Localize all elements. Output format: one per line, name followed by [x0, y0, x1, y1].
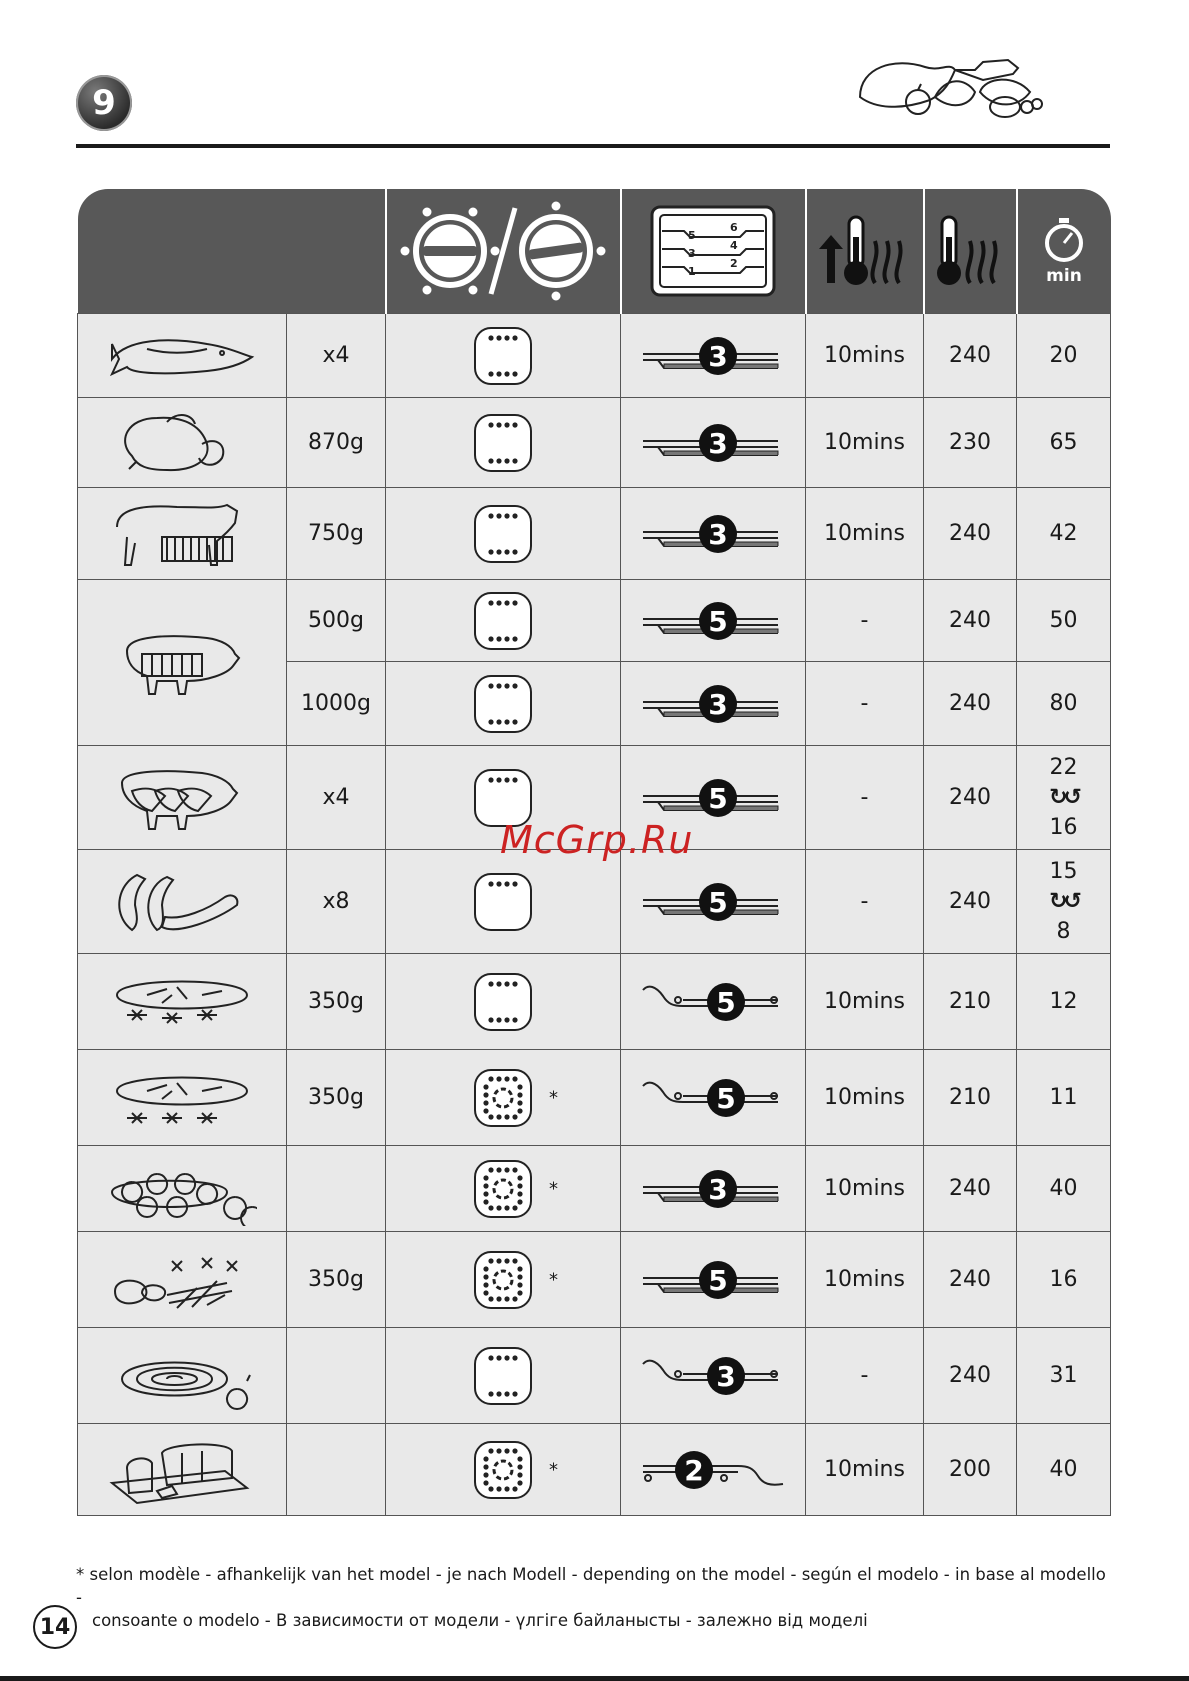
svg-text:3: 3	[688, 247, 696, 260]
preheat-cell	[806, 1328, 924, 1424]
mode-cell	[386, 488, 621, 580]
temperature-cell	[924, 1424, 1017, 1516]
elements-top-bottom-icon	[473, 504, 533, 564]
preheat-value: -	[860, 785, 869, 810]
quantity-value: 870g	[308, 430, 364, 455]
svg-text:3: 3	[708, 517, 728, 551]
quantity-cell	[287, 580, 386, 662]
quantity-value: 350g	[308, 989, 364, 1014]
time-second-value: 8	[1056, 918, 1071, 944]
rack-level-5-icon	[638, 591, 788, 651]
preheat-value: 10mins	[824, 1457, 905, 1482]
model-dependent-asterisk: *	[549, 1178, 558, 1199]
apple-tart-icon	[107, 1339, 257, 1413]
food-column-header	[78, 189, 386, 314]
mode-cell	[386, 398, 621, 488]
elements-top-bottom-icon	[473, 1346, 533, 1406]
mode-cell	[386, 662, 621, 746]
level-cell	[621, 1232, 806, 1328]
time-first-value: 15	[1049, 858, 1078, 884]
svg-text:3: 3	[708, 687, 728, 721]
turn-over-icon: ↻↺	[1049, 784, 1078, 810]
level-column-header	[621, 189, 806, 314]
temperature-cell	[924, 1050, 1017, 1146]
quantity-cell	[287, 662, 386, 746]
preheat-column-header	[806, 189, 924, 314]
fan-assisted-icon	[473, 1250, 533, 1310]
elements-top-bottom-icon	[473, 674, 533, 734]
svg-text:1: 1	[688, 265, 696, 278]
model-dependent-asterisk: *	[549, 1087, 558, 1108]
quantity-cell	[287, 398, 386, 488]
preheat-value: 10mins	[824, 521, 905, 546]
time-cell	[1017, 1146, 1111, 1232]
level-cell	[621, 1424, 806, 1516]
preheat-cell	[806, 398, 924, 488]
header-rule	[76, 144, 1110, 148]
mode-cell	[386, 850, 621, 954]
table-row	[78, 1232, 1111, 1328]
table-row	[78, 1146, 1111, 1232]
food-illustration-icon	[855, 52, 1045, 132]
level-cell	[621, 1328, 806, 1424]
model-dependent-asterisk: *	[549, 1269, 558, 1290]
preheat-cell	[806, 314, 924, 398]
temperature-value: 240	[949, 521, 991, 546]
preheat-value: -	[860, 889, 869, 914]
quantity-cell	[287, 1232, 386, 1328]
mode-cell	[386, 1424, 621, 1516]
time-cell	[1017, 1232, 1111, 1328]
quantity-cell	[287, 746, 386, 850]
time-value: 50	[1049, 608, 1078, 633]
svg-text:3: 3	[708, 339, 728, 373]
preheat-cell	[806, 662, 924, 746]
svg-text:3: 3	[716, 1359, 736, 1393]
table-row	[78, 1050, 1111, 1146]
time-cell	[1017, 1328, 1111, 1424]
rack-level-5-icon	[638, 972, 788, 1032]
fan-assisted-icon	[473, 1068, 533, 1128]
temperature-value: 240	[949, 343, 991, 368]
mode-cell	[386, 314, 621, 398]
mode-cell	[386, 1146, 621, 1232]
quantity-cell	[287, 1424, 386, 1516]
food-cell	[78, 488, 287, 580]
level-cell	[621, 398, 806, 488]
food-cell	[78, 1232, 287, 1328]
level-cell	[621, 954, 806, 1050]
time-value: 80	[1049, 691, 1078, 716]
quantity-cell	[287, 850, 386, 954]
preheat-thermometer-icon	[815, 211, 915, 291]
svg-text:3: 3	[708, 1172, 728, 1206]
rack-level-3-icon	[638, 413, 788, 473]
footer-rule	[0, 1676, 1189, 1681]
chapter-number: 9	[92, 83, 116, 123]
food-cell	[78, 1050, 287, 1146]
pizza-fan-icon	[107, 1061, 257, 1135]
quantity-value: 350g	[308, 1267, 364, 1292]
pork-chops-icon	[107, 761, 257, 835]
table-row	[78, 580, 1111, 662]
stuffed-tomatoes-icon	[107, 1152, 257, 1226]
time-value: 31	[1049, 1363, 1078, 1388]
preheat-value: 10mins	[824, 343, 905, 368]
mode-cell	[386, 1050, 621, 1146]
temperature-cell	[924, 1232, 1017, 1328]
time-value: 20	[1049, 343, 1078, 368]
preheat-cell	[806, 746, 924, 850]
food-cell	[78, 1424, 287, 1516]
time-cell	[1017, 954, 1111, 1050]
model-dependent-asterisk: *	[549, 1459, 558, 1480]
oven-knobs-icon	[393, 196, 613, 306]
quantity-value: x8	[322, 889, 350, 914]
temperature-thermometer-icon	[930, 211, 1010, 291]
svg-text:3: 3	[708, 426, 728, 460]
preheat-value: 10mins	[824, 430, 905, 455]
quantity-cell	[287, 954, 386, 1050]
food-cell	[78, 314, 287, 398]
pork-roast-icon	[107, 626, 257, 700]
time-value: 12	[1049, 989, 1078, 1014]
time-cell	[1017, 746, 1111, 850]
watermark: McGrp.Ru	[500, 818, 694, 862]
time-value: 40	[1049, 1457, 1078, 1482]
food-cell	[78, 1146, 287, 1232]
svg-text:2: 2	[730, 257, 738, 270]
temperature-cell	[924, 580, 1017, 662]
quantity-cell	[287, 1050, 386, 1146]
level-cell	[621, 314, 806, 398]
quantity-value: 750g	[308, 521, 364, 546]
quantity-cell	[287, 1146, 386, 1232]
quantity-value: 500g	[308, 608, 364, 633]
rack-level-3-icon	[638, 326, 788, 386]
stopwatch-icon	[1042, 216, 1086, 264]
svg-text:5: 5	[708, 604, 728, 638]
svg-text:5: 5	[708, 885, 728, 919]
fan-assisted-icon	[473, 1159, 533, 1219]
svg-text:5: 5	[708, 1263, 728, 1297]
temperature-value: 240	[949, 1267, 991, 1292]
temperature-cell	[924, 1146, 1017, 1232]
min-label: min	[1046, 266, 1082, 286]
svg-text:4: 4	[730, 239, 738, 252]
rack-level-5-icon	[638, 1250, 788, 1310]
table-row	[78, 954, 1111, 1050]
temperature-value: 240	[949, 608, 991, 633]
quantity-cell	[287, 1328, 386, 1424]
fish-icon	[107, 319, 257, 393]
elements-top-bottom-icon	[473, 413, 533, 473]
preheat-cell	[806, 1050, 924, 1146]
table-row	[78, 1328, 1111, 1424]
footnote-line-1: * selon modèle - afhankelijk van het model - je nach Modell - depending on the model - según el modelo - in base al modello -	[76, 1565, 1106, 1607]
temperature-value: 210	[949, 1085, 991, 1110]
fan-assisted-icon	[473, 1440, 533, 1500]
preheat-cell	[806, 1424, 924, 1516]
elements-top-bottom-icon	[473, 972, 533, 1032]
footnote	[76, 1563, 1116, 1632]
mode-cell	[386, 1328, 621, 1424]
svg-text:6: 6	[730, 221, 738, 234]
time-cell	[1017, 580, 1111, 662]
temperature-value: 210	[949, 989, 991, 1014]
temperature-cell	[924, 398, 1017, 488]
temperature-value: 240	[949, 785, 991, 810]
level-cell	[621, 1146, 806, 1232]
food-cell	[78, 746, 287, 850]
preheat-value: 10mins	[824, 989, 905, 1014]
page-number-text: 14	[39, 1614, 71, 1640]
temperature-value: 240	[949, 889, 991, 914]
temperature-cell	[924, 746, 1017, 850]
temperature-cell	[924, 1328, 1017, 1424]
svg-text:5: 5	[716, 985, 736, 1019]
preheat-value: 10mins	[824, 1267, 905, 1292]
food-cell	[78, 954, 287, 1050]
oven-levels-icon	[648, 203, 778, 299]
beef-roast-icon	[107, 497, 257, 571]
preheat-cell	[806, 1146, 924, 1232]
preheat-value: -	[860, 1363, 869, 1388]
element-top-icon	[473, 872, 533, 932]
table-row	[78, 1424, 1111, 1516]
fries-icon	[107, 1243, 257, 1317]
level-cell	[621, 1050, 806, 1146]
preheat-value: -	[860, 608, 869, 633]
time-cell	[1017, 488, 1111, 580]
time-cell	[1017, 398, 1111, 488]
chicken-icon	[107, 406, 257, 480]
time-cell	[1017, 1424, 1111, 1516]
footnote-line-2: consoante o modelo - В зависимости от модели - үлгіге байланысты - залежно від моделі	[92, 1611, 868, 1630]
elements-top-bottom-icon	[473, 326, 533, 386]
temperature-value: 230	[949, 430, 991, 455]
mode-cell	[386, 1232, 621, 1328]
preheat-cell	[806, 1232, 924, 1328]
svg-text:5: 5	[688, 229, 696, 242]
preheat-cell	[806, 580, 924, 662]
time-first-value: 22	[1049, 754, 1078, 780]
quantity-value: x4	[322, 343, 350, 368]
temperature-column-header	[924, 189, 1017, 314]
rack-level-3-icon	[638, 674, 788, 734]
rack-level-3-icon	[638, 1159, 788, 1219]
temperature-cell	[924, 662, 1017, 746]
temperature-value: 200	[949, 1457, 991, 1482]
chapter-badge	[76, 75, 132, 131]
rack-level-5-icon	[638, 1068, 788, 1128]
temperature-value: 240	[949, 1176, 991, 1201]
level-cell	[621, 488, 806, 580]
preheat-value: 10mins	[824, 1176, 905, 1201]
temperature-value: 240	[949, 691, 991, 716]
food-cell	[78, 850, 287, 954]
quantity-value: x4	[322, 785, 350, 810]
rack-level-3-icon	[638, 504, 788, 564]
temperature-cell	[924, 850, 1017, 954]
quantity-value: 350g	[308, 1085, 364, 1110]
level-cell	[621, 662, 806, 746]
time-cell	[1017, 662, 1111, 746]
sausages-icon	[107, 865, 257, 939]
preheat-cell	[806, 850, 924, 954]
svg-text:2: 2	[684, 1453, 704, 1487]
time-cell	[1017, 1050, 1111, 1146]
temperature-value: 240	[949, 1363, 991, 1388]
pizza-icon	[107, 965, 257, 1039]
svg-text:5: 5	[716, 1081, 736, 1115]
table-row	[78, 488, 1111, 580]
rack-level-3-icon	[638, 1346, 788, 1406]
table-row	[78, 850, 1111, 954]
time-second-value: 16	[1049, 814, 1078, 840]
rack-level-5-icon	[638, 872, 788, 932]
quantity-cell	[287, 314, 386, 398]
time-value: 16	[1049, 1267, 1078, 1292]
bread-icon	[107, 1433, 257, 1507]
preheat-cell	[806, 488, 924, 580]
svg-text:5: 5	[708, 781, 728, 815]
food-cell	[78, 1328, 287, 1424]
time-value: 11	[1049, 1085, 1078, 1110]
time-value: 65	[1049, 430, 1078, 455]
temperature-cell	[924, 954, 1017, 1050]
temperature-cell	[924, 314, 1017, 398]
rack-level-2-icon	[638, 1440, 788, 1500]
turn-over-icon: ↻↺	[1049, 888, 1078, 914]
mode-cell	[386, 580, 621, 662]
time-cell	[1017, 850, 1111, 954]
elements-top-bottom-icon	[473, 591, 533, 651]
quantity-cell	[287, 488, 386, 580]
table-row	[78, 398, 1111, 488]
preheat-value: 10mins	[824, 1085, 905, 1110]
time-value: 40	[1049, 1176, 1078, 1201]
table-row	[78, 314, 1111, 398]
preheat-cell	[806, 954, 924, 1050]
mode-cell	[386, 954, 621, 1050]
page-number	[33, 1605, 77, 1649]
time-column-header	[1017, 189, 1111, 314]
temperature-cell	[924, 488, 1017, 580]
food-cell	[78, 398, 287, 488]
quantity-value: 1000g	[301, 691, 371, 716]
preheat-value: -	[860, 691, 869, 716]
level-cell	[621, 850, 806, 954]
time-value: 42	[1049, 521, 1078, 546]
food-cell	[78, 580, 287, 746]
mode-column-header	[386, 189, 621, 314]
level-cell	[621, 580, 806, 662]
time-cell	[1017, 314, 1111, 398]
